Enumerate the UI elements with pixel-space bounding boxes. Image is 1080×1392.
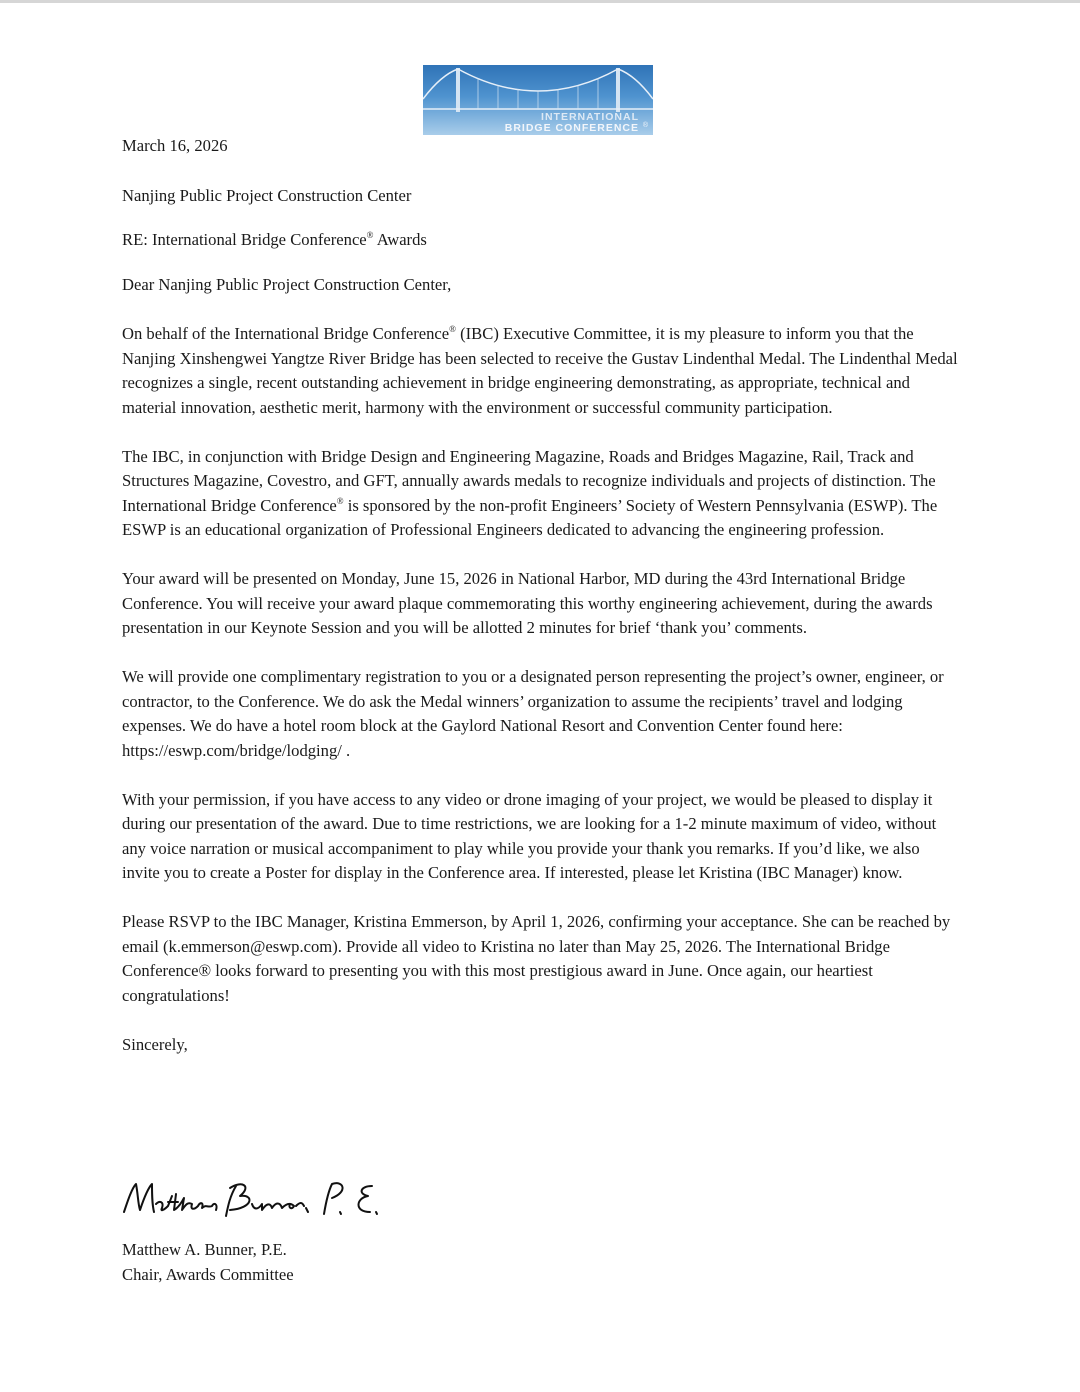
- re-registered-mark: ®: [366, 230, 374, 240]
- logo-line-2: BRIDGE CONFERENCE: [504, 122, 639, 134]
- re-line: [122, 228, 958, 253]
- paragraph-2-b: is sponsored by the non-profit Engineers’ Society of Western Pennsylvania (ESWP). The ESWP is an educational organization of Professional Engineers dedicated to advancing the engineering profession.: [122, 495, 938, 539]
- re-prefix: RE: International Bridge Conference: [122, 230, 367, 249]
- handwritten-signature: [118, 1174, 398, 1226]
- ibc-logo: [423, 65, 653, 135]
- signer-name: Matthew A. Bunner, P.E.: [122, 1240, 287, 1259]
- paragraph-1: [122, 322, 958, 420]
- paragraph-2: [122, 445, 958, 543]
- top-border: [0, 0, 1080, 3]
- paragraph-4: We will provide one complimentary registration to you or a designated person representing the project’s owner, engineer, or contractor, to the Conference. We do ask the Medal winners’ organization to assume the recipients’ travel and lodging expenses. We do have a hotel room block at the Gaylord National Resort and Convention Center found here: https://eswp.com/bridge/lodging/ .: [122, 667, 944, 760]
- paragraph-6: Please RSVP to the IBC Manager, Kristina Emmerson, by April 1, 2026, confirming your acceptance. She can be reached by email (k.emmerson@eswp.com). Provide all video to Kristina no later than May 25, 2026. The International Bridge Conference® looks forward to presenting you with this most prestigious award in June. Once again, our heartiest congratulations!: [122, 912, 951, 1005]
- logo-registered-mark: ®: [642, 122, 648, 129]
- paragraph-5: With your permission, if you have access to any video or drone imaging of your project, we would be pleased to display it during our presentation of the award. Due to time restrictions, we are looking for a 1-2 minute maximum of video, without any voice narration or musical accompaniment to play while you provide your thank you remarks. If you’d like, we also invite you to create a Poster for display in the Conference area. If interested, please let Kristina (IBC Manager) know.: [122, 789, 937, 882]
- logo-line-1: INTERNATIONAL: [541, 111, 639, 123]
- closing: Sincerely,: [122, 1034, 188, 1054]
- salutation: Dear Nanjing Public Project Construction Center,: [122, 274, 452, 294]
- signer-title: Chair, Awards Committee: [122, 1264, 294, 1284]
- paragraph-2-reg: ®: [336, 495, 344, 506]
- paragraph-1-reg: ®: [449, 324, 456, 334]
- paragraph-3: Your award will be presented on Monday, June 15, 2026 in National Harbor, MD during the 43rd International Bridge Conference. You will receive your award plaque commemorating this worthy engineering achievement, during the awards presentation in our Keynote Session and you will be allotted 2 minutes for brief ‘thank you’ comments.: [122, 569, 933, 637]
- paragraph-2-a: The IBC, in conjunction with Bridge Design and Engineering Magazine, Roads and Bridges Magazine, Rail, Track and Structures Magazine, Covestro, and GFT, annually awards medals to recognize individuals and projects of distinction. The International Bridge Conference: [122, 446, 936, 515]
- letter-body: [122, 134, 958, 1057]
- letter-date: March 16, 2026: [122, 136, 228, 155]
- paragraph-1-a: On behalf of the International Bridge Conference: [122, 324, 450, 343]
- signature-block: [122, 1238, 294, 1287]
- paragraph-1-b: (IBC) Executive Committee, it is my pleasure to inform you that the Nanjing Xinshengwei Yangtze River Bridge has been selected to receive the Gustav Lindenthal Medal. The Lindenthal Medal recognizes a single, recent outstanding achievement in bridge engineering demonstrating, as appropriate, technical and material innovation, aesthetic merit, harmony with the environment or successful community participation.: [122, 324, 958, 417]
- recipient: Nanjing Public Project Construction Center: [122, 185, 412, 205]
- re-suffix: Awards: [373, 230, 427, 249]
